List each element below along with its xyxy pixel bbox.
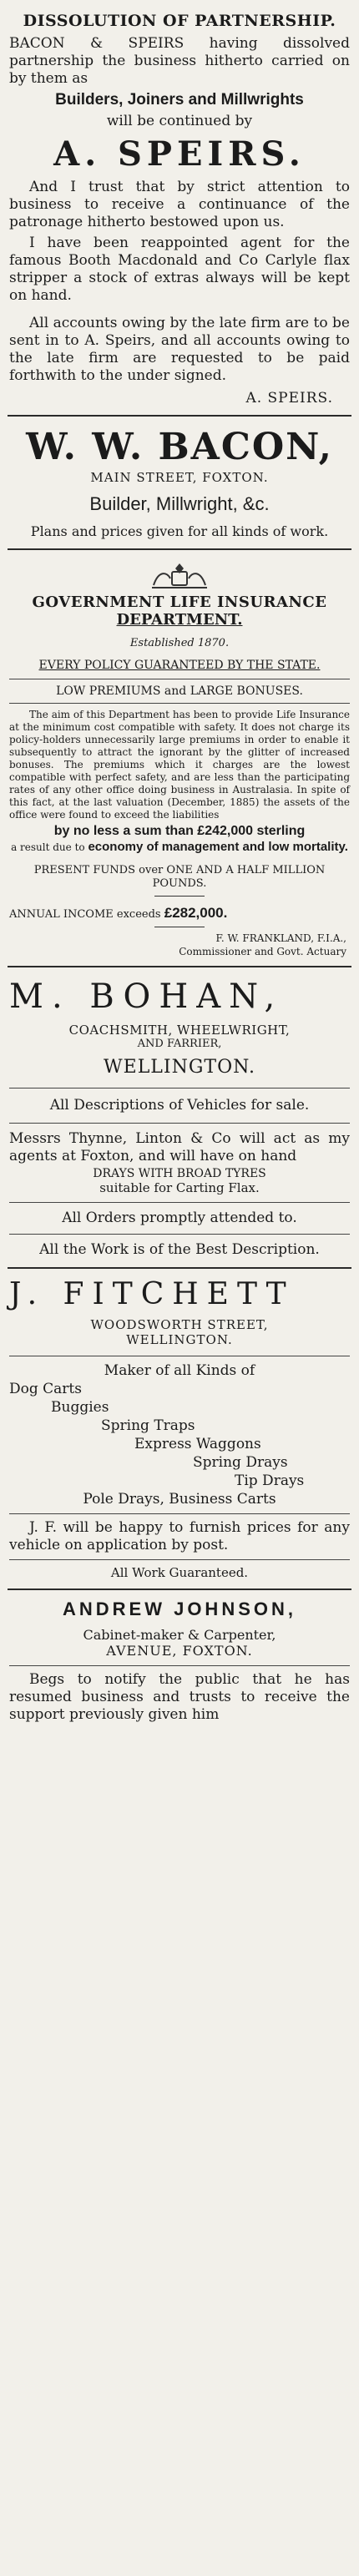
government-life-advertisement	[8, 550, 351, 967]
fitchett-item: Tip Drays	[235, 1472, 305, 1489]
fitchett-item: Spring Traps	[101, 1417, 195, 1434]
agent-paragraph: I have been reappointed agent for the famous Booth Macdonald and Co Carlyle flax stripper a stock of extras always will be kept on hand.	[9, 235, 350, 304]
gov-established: Established 1870.	[129, 637, 230, 649]
bohan-drays: DRAYS WITH BROAD TYRES	[93, 1167, 266, 1180]
dissolution-heading: DISSOLUTION OF PARTNERSHIP.	[23, 12, 336, 30]
continued-by-text: will be continued by	[106, 113, 253, 129]
gov-result-start: a result due to	[11, 841, 85, 853]
fitchett-item: Dog Carts	[9, 1381, 82, 1397]
gov-result-emphasis: economy of management and low mortality.	[88, 840, 348, 854]
fitchett-item: Spring Drays	[193, 1454, 288, 1471]
bohan-trade-2: AND FARRIER,	[137, 1038, 222, 1050]
fitchett-advertisement	[8, 1269, 351, 1590]
gov-guarantee: EVERY POLICY GUARANTEED BY THE STATE.	[38, 659, 321, 672]
patronage-paragraph: And I trust that by strict attention to business to receive a continuance of the patronage hitherto bestowed upon us.	[9, 179, 350, 230]
fitchett-last-row: Pole Drays, Business Carts	[83, 1491, 276, 1508]
bacon-name: W. W. BACON,	[26, 426, 333, 468]
fitchett-street: WOODSWORTH STREET,	[90, 1317, 269, 1332]
bohan-trade: COACHSMITH, WHEELWRIGHT,	[68, 1023, 291, 1038]
coat-of-arms-icon	[150, 562, 209, 590]
johnson-advertisement	[8, 1590, 351, 1732]
gov-funds: PRESENT FUNDS over ONE AND A HALF MILLION POUNDS.	[33, 864, 326, 890]
bohan-work: All the Work is of the Best Description.	[39, 1241, 320, 1258]
johnson-name: ANDREW JOHNSON,	[62, 1599, 296, 1619]
fitchett-item: Buggies	[51, 1399, 109, 1416]
bohan-orders: All Orders promptly attended to.	[62, 1210, 297, 1226]
bohan-advertisement	[8, 967, 351, 1269]
bacon-address: MAIN STREET, FOXTON.	[90, 470, 269, 485]
gov-emphasis: by no less a sum than £242,000 sterling	[53, 824, 306, 838]
bacon-trade: Builder, Millwright, &c.	[89, 493, 270, 514]
gov-officer-title: Commissioner and Govt. Actuary	[179, 946, 346, 957]
johnson-trade: Cabinet-maker & Carpenter,	[83, 1627, 276, 1643]
bohan-vehicles: All Descriptions of Vehicles for sale.	[49, 1097, 310, 1114]
bohan-suitable: suitable for Carting Flax.	[99, 1180, 260, 1195]
bacon-advertisement	[8, 417, 351, 550]
gov-body-text: The aim of this Department has been to provide Life Insurance at the minimum cost compatible with safety. It does not charge its policy-holders unnecessarily large premiums in order to enable it subsequently to attract the ignorant by the glitter of increased bonuses. The premiums which it charges are the lowest compatible with perfect safety, and are less than the participating rates of any other office doing business in Australasia. In spite of this fact, at the last valuation (December, 1885) the assets of the office were found to exceed the liabilities	[9, 709, 350, 821]
newspaper-column	[8, 0, 351, 1732]
fitchett-happy: J. F. will be happy to furnish prices for any vehicle on application by post.	[9, 1519, 350, 1553]
speirs-name: A. SPEIRS.	[53, 134, 306, 174]
gov-income	[9, 905, 350, 922]
fitchett-name: J. FITCHETT	[9, 1277, 295, 1311]
fitchett-maker: Maker of all Kinds of	[104, 1362, 255, 1379]
bacon-plans: Plans and prices given for all kinds of work.	[30, 523, 329, 539]
gov-income-value: £282,000.	[164, 905, 228, 921]
johnson-address: AVENUE, FOXTON.	[106, 1643, 253, 1659]
fitchett-item: Express Waggons	[134, 1436, 261, 1452]
gov-title: GOVERNMENT LIFE INSURANCE	[32, 593, 327, 611]
gov-officer-name: F. W. FRANKLAND, F.I.A.,	[215, 932, 346, 944]
speirs-signature: A. SPEIRS.	[245, 390, 333, 407]
gov-low-premiums: LOW PREMIUMS and LARGE BONUSES.	[56, 684, 303, 698]
dissolution-notice: BACON & SPEIRS having dissolved partnership the business hitherto carried on by them as	[9, 35, 350, 87]
gov-result	[9, 841, 350, 854]
bohan-agents: Messrs Thynne, Linton & Co will act as my agents at Foxton, and will have on hand	[9, 1130, 350, 1164]
trade-description: Builders, Joiners and Millwrights	[55, 91, 304, 109]
fitchett-guarantee: All Work Guaranteed.	[110, 1565, 249, 1580]
bohan-place: WELLINGTON.	[104, 1057, 255, 1078]
gov-income-label: ANNUAL INCOME exceeds	[9, 908, 161, 921]
accounts-paragraph: All accounts owing by the late firm are to be sent in to A. Speirs, and all accounts owing to the late firm are requested to be paid forthwith to the under signed.	[9, 315, 350, 384]
gov-title-department: DEPARTMENT.	[116, 611, 243, 629]
speirs-advertisement	[8, 5, 351, 417]
bohan-name: M. BOHAN,	[9, 977, 284, 1016]
fitchett-town: WELLINGTON.	[126, 1332, 233, 1347]
johnson-notice: Begs to notify the public that he has resumed business and trusts to receive the support previously given him	[9, 1671, 350, 1723]
